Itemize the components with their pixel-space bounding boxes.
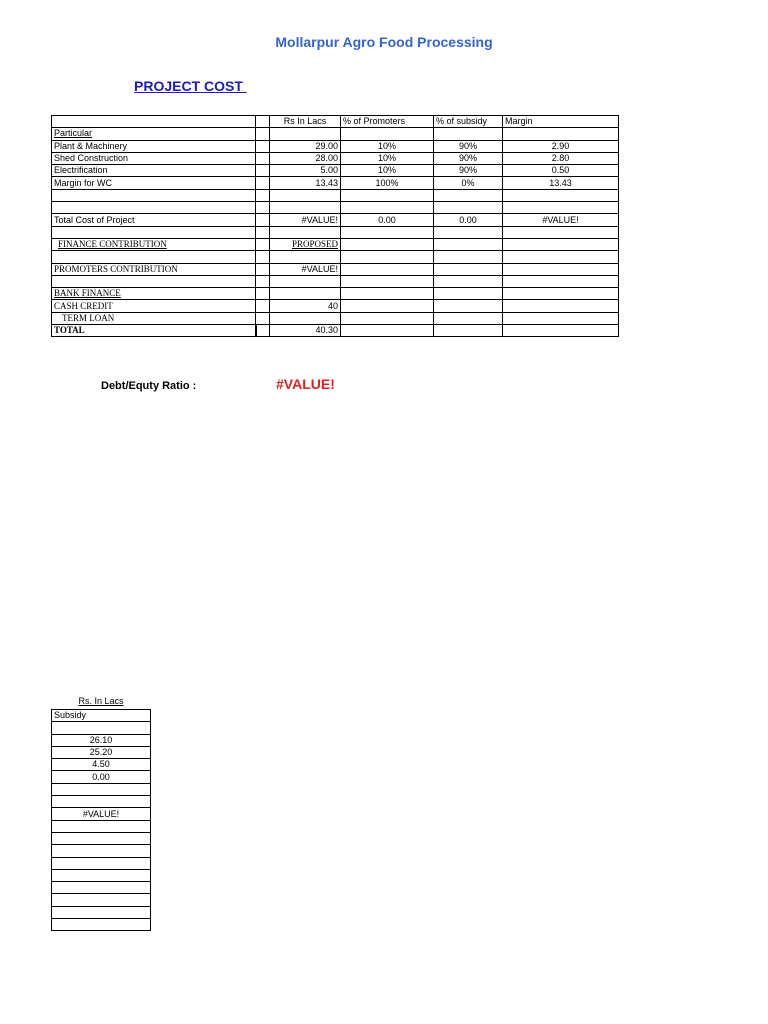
cell[interactable]: [52, 226, 256, 238]
table-row: [52, 214, 619, 226]
cell[interactable]: [52, 832, 151, 844]
table-row: [52, 263, 619, 275]
table-header-row: [52, 116, 619, 128]
cell[interactable]: [270, 202, 341, 214]
cell[interactable]: [256, 312, 270, 324]
total-rs[interactable]: 40.30: [270, 325, 341, 337]
total-cost-margin[interactable]: #VALUE!: [503, 214, 619, 226]
subsidy-value[interactable]: 0%: [434, 177, 503, 189]
table-row: [52, 832, 151, 844]
total-label[interactable]: TOTAL: [52, 325, 256, 337]
cell[interactable]: [52, 796, 151, 808]
cell[interactable]: [341, 251, 434, 263]
total-cost-subsidy[interactable]: 0.00: [434, 214, 503, 226]
cell[interactable]: [341, 189, 434, 201]
cell[interactable]: [503, 288, 619, 300]
row-label[interactable]: Shed Construction: [52, 152, 256, 164]
table-row: [52, 820, 151, 832]
table-row: [52, 919, 151, 931]
cell[interactable]: [256, 152, 270, 164]
table-row: [52, 808, 151, 820]
subsidy-value[interactable]: 4.50: [52, 759, 151, 771]
cell[interactable]: [270, 312, 341, 324]
cell[interactable]: [256, 128, 270, 140]
cell[interactable]: [52, 919, 151, 931]
project-cost-table: [51, 115, 619, 337]
cell[interactable]: [503, 263, 619, 275]
cell[interactable]: [341, 300, 434, 312]
cell[interactable]: [503, 238, 619, 250]
cell[interactable]: [256, 165, 270, 177]
table-row: [52, 759, 151, 771]
table-row: [52, 845, 151, 857]
subsidy-table: [51, 709, 151, 931]
cell[interactable]: [434, 275, 503, 287]
col-header-promoters[interactable]: % of Promoters: [341, 116, 434, 128]
cell[interactable]: [52, 869, 151, 881]
subsidy-total[interactable]: #VALUE!: [52, 808, 151, 820]
margin-value[interactable]: 2.90: [503, 140, 619, 152]
table-row: [52, 722, 151, 734]
cell[interactable]: [52, 882, 151, 894]
cell[interactable]: [256, 140, 270, 152]
table-row: [52, 734, 151, 746]
table-row: [52, 710, 151, 722]
table-row: [52, 275, 619, 287]
cell[interactable]: [341, 288, 434, 300]
table-row: [52, 128, 619, 140]
cell[interactable]: [52, 845, 151, 857]
cell[interactable]: [503, 226, 619, 238]
table-row: [52, 152, 619, 164]
col-header-rs[interactable]: Rs In Lacs: [270, 116, 341, 128]
cell[interactable]: [52, 722, 151, 734]
cell[interactable]: [434, 325, 503, 337]
term-loan-label: TERM LOAN: [62, 312, 115, 323]
bank-finance-label[interactable]: BANK FINANCE: [52, 288, 256, 300]
table-row: [52, 325, 619, 337]
subsidy-caption: Rs. In Lacs: [78, 696, 124, 706]
table-row: [52, 746, 151, 758]
cell[interactable]: [52, 251, 256, 263]
promoters-value[interactable]: 100%: [341, 177, 434, 189]
cell[interactable]: [270, 288, 341, 300]
cell[interactable]: [52, 820, 151, 832]
cell[interactable]: [434, 288, 503, 300]
cell[interactable]: [434, 189, 503, 201]
table-row: [52, 140, 619, 152]
cell[interactable]: [341, 238, 434, 250]
subsidy-value[interactable]: 90%: [434, 165, 503, 177]
total-cost-promoters[interactable]: 0.00: [341, 214, 434, 226]
subsidy-header[interactable]: Subsidy: [52, 710, 151, 722]
col-header-margin[interactable]: Margin: [503, 116, 619, 128]
table-row: [52, 300, 619, 312]
cell[interactable]: [503, 275, 619, 287]
promoters-value[interactable]: 10%: [341, 140, 434, 152]
table-row: [52, 177, 619, 189]
cell[interactable]: [503, 189, 619, 201]
cell[interactable]: [270, 251, 341, 263]
margin-value[interactable]: 13.43: [503, 177, 619, 189]
cell[interactable]: [434, 226, 503, 238]
table-row: [52, 857, 151, 869]
promoters-value[interactable]: 10%: [341, 165, 434, 177]
cell[interactable]: [270, 189, 341, 201]
table-row: [52, 906, 151, 918]
cell[interactable]: [341, 226, 434, 238]
table-row: [52, 238, 619, 250]
debt-equity-label: Debt/Equty Ratio :: [101, 380, 197, 392]
cell[interactable]: [256, 177, 270, 189]
row-label[interactable]: Plant & Machinery: [52, 140, 256, 152]
rs-value[interactable]: 13.43: [270, 177, 341, 189]
cell[interactable]: [256, 300, 270, 312]
cell[interactable]: [256, 116, 270, 128]
cell[interactable]: [434, 300, 503, 312]
cell[interactable]: [270, 226, 341, 238]
finance-contribution-label: FINANCE CONTRIBUTION: [58, 239, 167, 250]
cell[interactable]: [256, 325, 270, 337]
cell[interactable]: [434, 238, 503, 250]
cell[interactable]: [434, 128, 503, 140]
cell[interactable]: [341, 202, 434, 214]
cell[interactable]: [256, 263, 270, 275]
table-row: [52, 226, 619, 238]
margin-value[interactable]: 0.50: [503, 165, 619, 177]
cell[interactable]: [256, 275, 270, 287]
table-row: [52, 796, 151, 808]
row-label[interactable]: Electrification: [52, 165, 256, 177]
cell[interactable]: [503, 202, 619, 214]
subsidy-value[interactable]: 0.00: [52, 771, 151, 783]
cell[interactable]: [270, 275, 341, 287]
cell[interactable]: [52, 906, 151, 918]
cell[interactable]: [503, 325, 619, 337]
cell[interactable]: [341, 325, 434, 337]
promoters-contribution-rs[interactable]: #VALUE!: [270, 263, 341, 275]
table-row: [52, 165, 619, 177]
cash-credit-label[interactable]: CASH CREDIT: [52, 300, 256, 312]
promoters-contribution-label[interactable]: PROMOTERS CONTRIBUTION: [52, 263, 256, 275]
table-row: [52, 288, 619, 300]
debt-equity-value: #VALUE!: [276, 376, 335, 392]
cell[interactable]: [256, 189, 270, 201]
cell[interactable]: [434, 251, 503, 263]
cell[interactable]: [52, 116, 256, 128]
cell[interactable]: [52, 202, 256, 214]
cell[interactable]: [256, 214, 270, 226]
table-row: [52, 894, 151, 906]
cell[interactable]: [256, 251, 270, 263]
rs-value[interactable]: 29.00: [270, 140, 341, 152]
table-row: [52, 882, 151, 894]
project-cost-heading: PROJECT COST: [134, 78, 247, 94]
proposed-label[interactable]: PROPOSED: [270, 238, 341, 250]
cell[interactable]: [503, 251, 619, 263]
table-row: [52, 189, 619, 201]
rs-value[interactable]: 5.00: [270, 165, 341, 177]
cell[interactable]: [52, 857, 151, 869]
table-row: [52, 869, 151, 881]
rs-value[interactable]: 28.00: [270, 152, 341, 164]
cell[interactable]: [341, 312, 434, 324]
cell[interactable]: [52, 189, 256, 201]
table-row: [52, 312, 619, 324]
table-row: [52, 783, 151, 795]
cell[interactable]: [341, 128, 434, 140]
cell[interactable]: [256, 226, 270, 238]
cell[interactable]: [503, 128, 619, 140]
cell[interactable]: [256, 202, 270, 214]
total-cost-label[interactable]: Total Cost of Project: [52, 214, 256, 226]
cell[interactable]: [434, 312, 503, 324]
document-title: Mollarpur Agro Food Processing: [275, 34, 493, 50]
table-row: [52, 202, 619, 214]
cell[interactable]: [341, 263, 434, 275]
particular-label[interactable]: Particular: [52, 128, 256, 140]
cell[interactable]: [503, 300, 619, 312]
col-header-subsidy[interactable]: % of subsidy: [434, 116, 503, 128]
subsidy-value[interactable]: 90%: [434, 152, 503, 164]
subsidy-value[interactable]: 90%: [434, 140, 503, 152]
cell[interactable]: [341, 275, 434, 287]
cell[interactable]: [434, 202, 503, 214]
table-row: [52, 771, 151, 783]
subsidy-value[interactable]: 25.20: [52, 746, 151, 758]
cash-credit-rs[interactable]: 40: [270, 300, 341, 312]
cell[interactable]: [52, 783, 151, 795]
row-label[interactable]: Margin for WC: [52, 177, 256, 189]
promoters-value[interactable]: 10%: [341, 152, 434, 164]
cell[interactable]: [256, 288, 270, 300]
cell[interactable]: [434, 263, 503, 275]
total-cost-rs[interactable]: #VALUE!: [270, 214, 341, 226]
cell[interactable]: [270, 128, 341, 140]
finance-contribution-cell[interactable]: [52, 238, 256, 250]
cell[interactable]: [256, 238, 270, 250]
term-loan-cell[interactable]: [52, 312, 256, 324]
margin-value[interactable]: 2.80: [503, 152, 619, 164]
table-row: [52, 251, 619, 263]
cell[interactable]: [52, 275, 256, 287]
subsidy-value[interactable]: 26.10: [52, 734, 151, 746]
cell[interactable]: [52, 894, 151, 906]
cell[interactable]: [503, 312, 619, 324]
